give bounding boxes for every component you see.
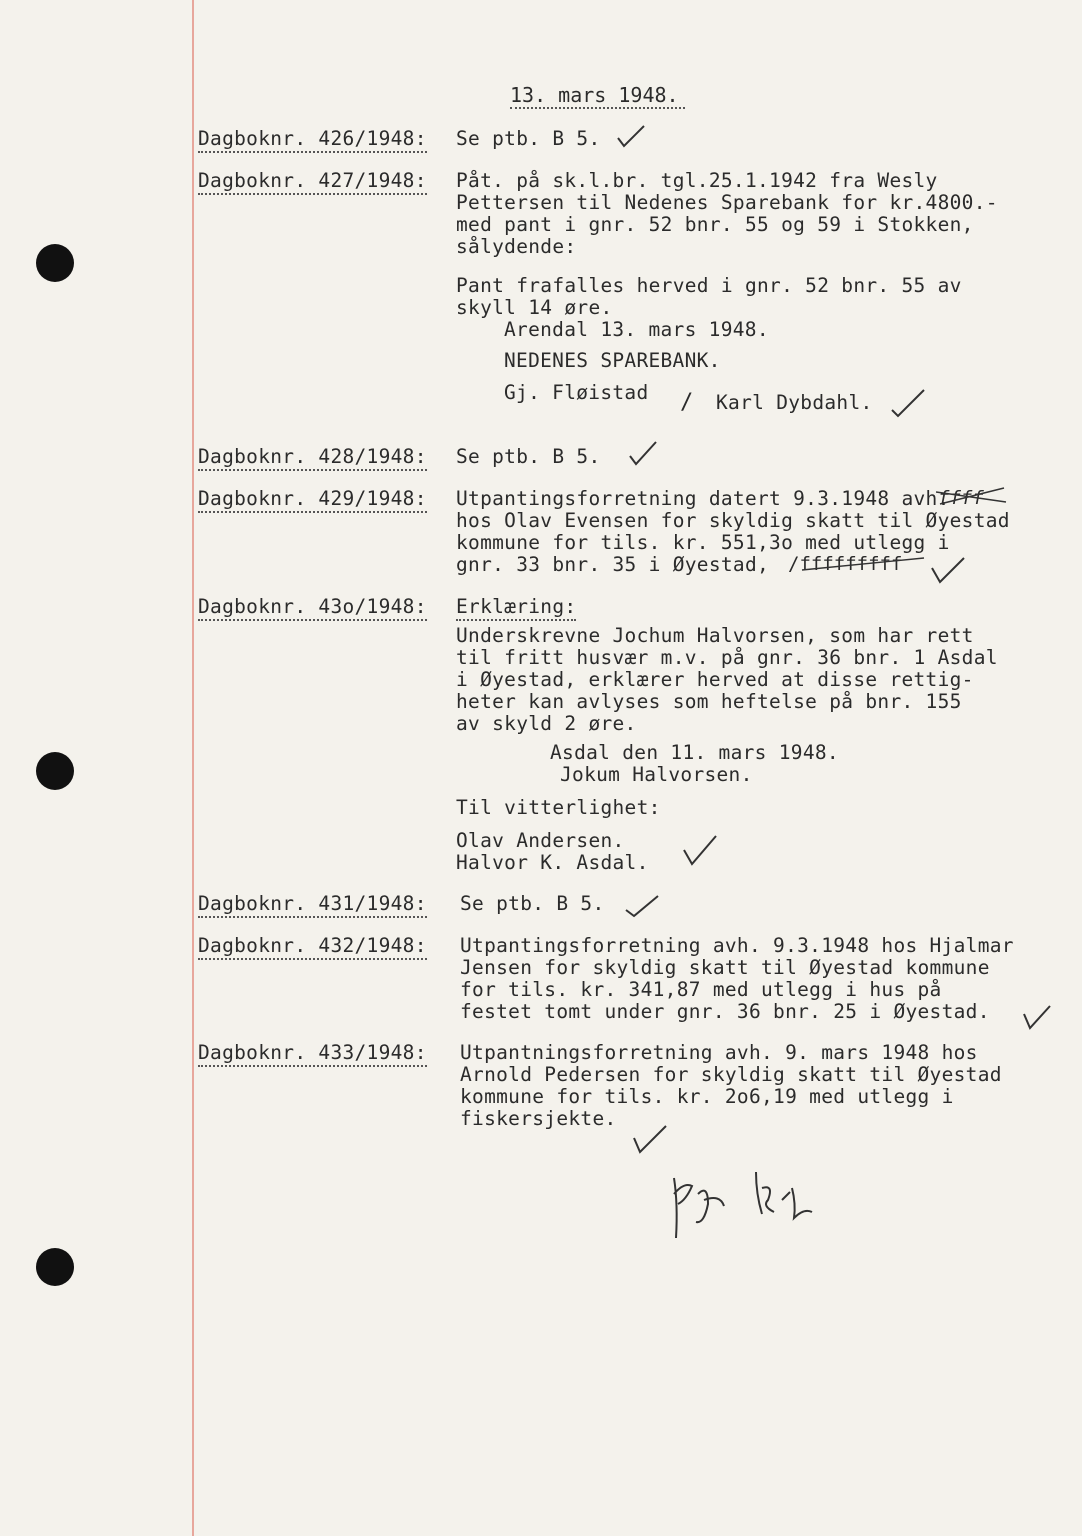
date-heading: 13. mars 1948. [510, 83, 679, 107]
entry-430-line: i Øyestad, erklærer herved at disse rettig- [456, 668, 974, 691]
entry-429-line: gnr. 33 bnr. 35 i Øyestad, [456, 553, 770, 576]
entry-430-heading: Erklæring: [456, 595, 577, 618]
entry-433-line: fiskersjekte. [460, 1107, 617, 1130]
entry-427-line: Pettersen til Nedenes Sparebank for kr.4800.- [456, 191, 998, 214]
entry-427-line: Arendal 13. mars 1948. [504, 318, 769, 341]
entry-430-line: heter kan avlyses som heftelse på bnr. 155 [456, 690, 962, 713]
entry-430-line: Til vitterlighet: [456, 796, 661, 819]
entry-427-line: sålydende: [456, 235, 577, 258]
entry-433-line: Arnold Pedersen for skyldig skatt til Øyestad [460, 1063, 1002, 1086]
entry-427-line: Karl Dybdahl. [716, 391, 873, 414]
check-mark-icon [930, 554, 966, 586]
entry-427-line: Pant frafalles herved i gnr. 52 bnr. 55 av [456, 274, 962, 297]
check-mark-icon [624, 892, 660, 920]
entry-430-line: Underskrevne Jochum Halvorsen, som har rett [456, 624, 974, 647]
punch-hole-bottom [36, 1248, 74, 1286]
check-mark-icon [628, 440, 658, 468]
check-mark-icon [630, 1124, 670, 1156]
check-mark-icon [1022, 1004, 1052, 1032]
svg-text:/fffffffff: /fffffffff [788, 553, 903, 575]
entry-431-line: Se ptb. B 5. [460, 892, 605, 915]
entry-430-line: av skyld 2 øre. [456, 712, 637, 735]
entry-430-line: Olav Andersen. [456, 829, 625, 852]
punch-hole-middle [36, 752, 74, 790]
entry-426-number: Dagboknr. 426/1948: [198, 127, 427, 150]
struck-through-text [936, 484, 1008, 510]
entry-431-number: Dagboknr. 431/1948: [198, 892, 427, 915]
punch-hole-top [36, 244, 74, 282]
entry-432-line: for tils. kr. 341,87 med utlegg i hus på [460, 978, 942, 1001]
entry-427-number: Dagboknr. 427/1948: [198, 169, 427, 192]
entry-429-line: Utpantingsforretning datert 9.3.1948 avh. [456, 487, 950, 510]
check-mark-icon [616, 124, 646, 150]
struck-through-text [788, 550, 928, 578]
entry-427-line: med pant i gnr. 52 bnr. 55 og 59 i Stokken, [456, 213, 974, 236]
svg-text:ffff: ffff [938, 487, 984, 509]
entry-427-line: NEDENES SPAREBANK. [504, 349, 721, 372]
entry-427-line: Påt. på sk.l.br. tgl.25.1.1942 fra Wesly [456, 169, 938, 192]
entry-432-number: Dagboknr. 432/1948: [198, 934, 427, 957]
entry-426-line: Se ptb. B 5. [456, 127, 601, 150]
handwritten-initials [664, 1164, 824, 1244]
entry-433-number: Dagboknr. 433/1948: [198, 1041, 427, 1064]
entry-433-line: Utpantningsforretning avh. 9. mars 1948 hos [460, 1041, 978, 1064]
entry-427-line: skyll 14 øre. [456, 296, 613, 319]
entry-427-line: Gj. Fløistad [504, 381, 649, 404]
entry-432-line: festet tomt under gnr. 36 bnr. 25 i Øyestad. [460, 1000, 990, 1023]
entry-430-number: Dagboknr. 43o/1948: [198, 595, 427, 618]
entry-429-number: Dagboknr. 429/1948: [198, 487, 427, 510]
entry-430-line: Jokum Halvorsen. [560, 763, 753, 786]
entry-432-line: Utpantingsforretning avh. 9.3.1948 hos Hjalmar [460, 934, 1014, 957]
entry-430-line: Asdal den 11. mars 1948. [550, 741, 839, 764]
check-mark-icon [682, 834, 718, 868]
entry-429-line: hos Olav Evensen for skyldig skatt til Øyestad [456, 509, 1010, 532]
check-mark-icon [890, 388, 926, 418]
entry-430-line: Halvor K. Asdal. [456, 851, 649, 874]
entry-429-line: kommune for tils. kr. 551,3o med utlegg i [456, 531, 950, 554]
margin-rule [192, 0, 194, 1536]
entry-428-number: Dagboknr. 428/1948: [198, 445, 427, 468]
slash-separator: / [680, 390, 694, 415]
entry-433-line: kommune for tils. kr. 2o6,19 med utlegg i [460, 1085, 954, 1108]
entry-430-line: til fritt husvær m.v. på gnr. 36 bnr. 1 Asdal [456, 646, 998, 669]
entry-428-line: Se ptb. B 5. [456, 445, 601, 468]
entry-432-line: Jensen for skyldig skatt til Øyestad kommune [460, 956, 990, 979]
